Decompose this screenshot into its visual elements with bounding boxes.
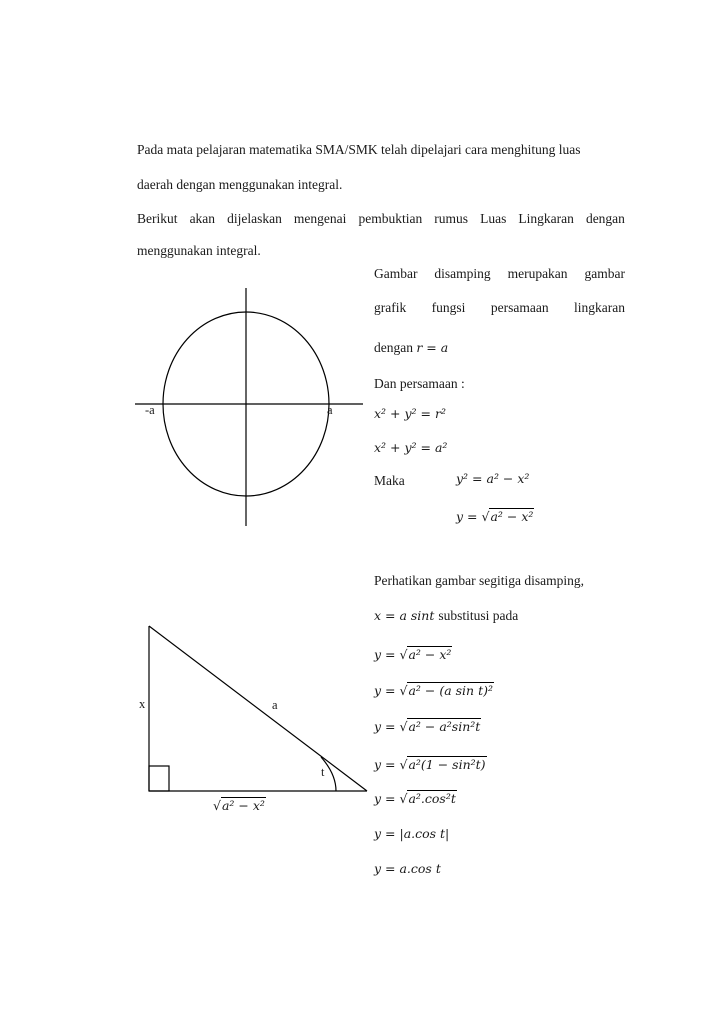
radius-eq: r = a [416, 340, 449, 355]
intro-line-3 [137, 211, 625, 227]
substitution-eq: x = a sint [374, 608, 435, 623]
sqrt-symbol: √ [399, 719, 408, 734]
triangle-label-a: a [272, 698, 278, 712]
derivation-step-2 [374, 683, 494, 698]
circle-label-neg-a: -a [145, 403, 155, 417]
sqrt-symbol: √ [399, 683, 408, 698]
radicand: a²(1 − sin²t) [408, 757, 486, 772]
substitution-line [374, 607, 518, 625]
sqrt-symbol: √ [481, 509, 490, 524]
circle-desc-line-2 [374, 300, 625, 316]
derivation-step-6: y = |a.cos t| [374, 826, 450, 841]
triangle-base-label [213, 798, 266, 813]
word: dijelaskan [227, 211, 282, 226]
word: fungsi [431, 300, 466, 315]
circle-eq-3: y² = a² − x² [456, 471, 530, 486]
triangle-desc: Perhatikan gambar segitiga disamping, [374, 573, 584, 588]
eq-lhs: y = [456, 509, 482, 524]
word: Berikut [137, 211, 178, 226]
word: Gambar [374, 266, 418, 281]
circle-eq-4 [456, 509, 534, 524]
eq-lhs: y = [374, 757, 400, 772]
maka-label: Maka [374, 473, 405, 488]
dengan-label: dengan [374, 340, 413, 355]
word: lingkaran [574, 300, 625, 315]
intro-line-4: menggunakan integral. [137, 243, 261, 258]
sqrt-symbol: √ [399, 757, 408, 772]
derivation-step-4 [374, 757, 487, 772]
word: gambar [584, 266, 625, 281]
word: merupakan [507, 266, 568, 281]
word: akan [189, 211, 216, 226]
derivation-step-3 [374, 719, 481, 734]
sqrt-symbol: √ [399, 791, 408, 806]
word: mengenai [293, 211, 347, 226]
triangle-figure [138, 620, 378, 820]
radicand: a² − x² [408, 647, 452, 662]
eq-lhs: y = [374, 719, 400, 734]
word: disamping [434, 266, 491, 281]
word: persamaan [490, 300, 549, 315]
eq-lhs: y = [374, 683, 400, 698]
derivation-step-7: y = a.cos t [374, 861, 441, 876]
circle-eq-1: x² + y² = r² [374, 406, 446, 421]
word: grafik [374, 300, 407, 315]
substitution-text: substitusi pada [438, 608, 519, 623]
circle-label-a: a [327, 403, 333, 417]
right-angle-marker [149, 766, 169, 791]
radicand: a² − a²sin²t [408, 719, 481, 734]
dengan-line [374, 340, 448, 356]
word: pembuktian [358, 211, 423, 226]
triangle-label-t: t [321, 765, 325, 779]
eq-lhs: y = [374, 647, 400, 662]
radicand: a² − x² [221, 798, 265, 813]
word: Lingkaran [518, 211, 574, 226]
sqrt-symbol: √ [399, 647, 408, 662]
triangle-hypotenuse [149, 626, 367, 791]
eq-lhs: y = [374, 791, 400, 806]
intro-line-2: daerah dengan menggunakan integral. [137, 177, 343, 192]
circle-eq-2: x² + y² = a² [374, 440, 448, 455]
word: rumus [434, 211, 469, 226]
circle-desc-line-1 [374, 266, 625, 282]
derivation-step-5 [374, 791, 457, 806]
derivation-step-1 [374, 647, 452, 662]
intro-line-1: Pada mata pelajaran matematika SMA/SMK telah dipelajari cara menghitung luas [137, 142, 581, 157]
sqrt-symbol: √ [213, 798, 221, 813]
word: Luas [480, 211, 507, 226]
radicand: a².cos²t [408, 791, 456, 806]
word: dengan [585, 211, 625, 226]
triangle-label-x: x [139, 697, 146, 711]
radicand: a² − x² [490, 509, 534, 524]
persamaan-label: Dan persamaan : [374, 376, 465, 391]
radicand: a² − (a sin t)² [408, 683, 493, 698]
